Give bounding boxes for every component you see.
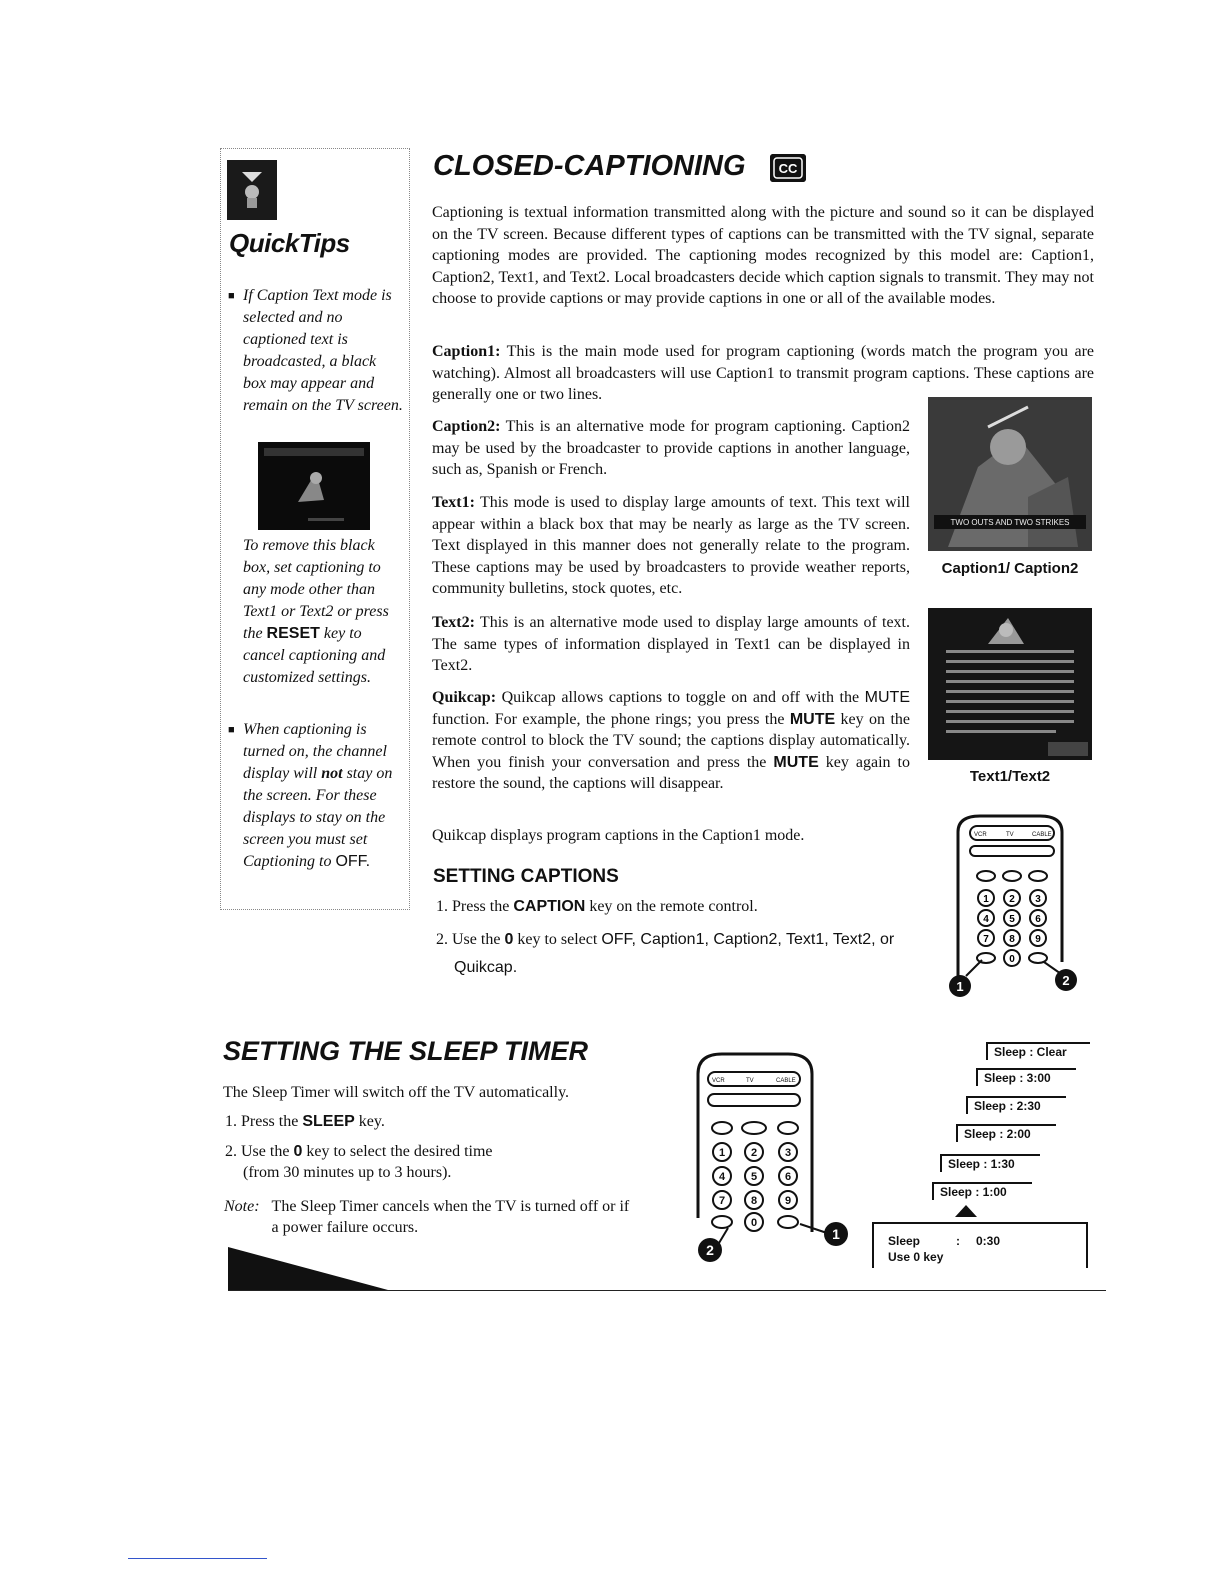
digit-7: 7 — [718, 1195, 726, 1207]
text1-label: Text1: — [432, 494, 475, 511]
note-text: The Sleep Timer cancels when the TV is turned off or if a power failure occurs. — [271, 1198, 630, 1236]
remove-text-a: To remove this black box, set captioning to any mode other than Text1 or Text2 or press the — [243, 537, 389, 642]
caption-options: OFF, Caption1, Caption2, Text1, Text2, or Quikcap. — [454, 931, 895, 976]
caption1-caption2-screenshot — [928, 397, 1092, 551]
callout-1: 1 — [832, 1226, 840, 1242]
cable-button-label: CABLE — [1032, 832, 1052, 838]
sleep-display-2-30: Sleep : 2:30 — [966, 1096, 1066, 1114]
vcr-button-label: VCR — [712, 1078, 725, 1084]
setting-captions-step-1 — [436, 896, 906, 917]
sleep-timer-step-1 — [225, 1111, 385, 1132]
tv-button-label: TV — [1006, 832, 1014, 838]
tip-2-text — [243, 719, 403, 873]
sleep-final-hint: Use 0 key — [888, 1250, 944, 1264]
digit-2: 2 — [750, 1147, 758, 1159]
callout-2: 2 — [706, 1242, 714, 1258]
off-label: OFF. — [335, 853, 371, 870]
tv-button-label: TV — [746, 1078, 754, 1084]
zero-key-label: 0 — [504, 931, 514, 948]
digit-3: 3 — [784, 1147, 792, 1159]
quikcap-mode-note: Quikcap displays program captions in the Caption1 mode. — [432, 827, 805, 844]
step-2-a: Use the — [452, 931, 505, 948]
digit-4: 4 — [983, 914, 989, 925]
reset-key-label: RESET — [266, 625, 320, 642]
digit-6: 6 — [784, 1171, 792, 1183]
note-label: Note: — [224, 1198, 260, 1215]
step-2-b: key to select — [513, 931, 602, 948]
text1-text2-screenshot — [928, 608, 1092, 760]
caption-overlay-text: TWO OUTS AND TWO STRIKES — [950, 518, 1070, 527]
callout-2: 2 — [1062, 973, 1070, 988]
caption1-text: This is the main mode used for program captioning (words match the program you are watching). Almost all broadcasters will use Caption1 to transmit program captions. These captions are generally one or two lines. — [432, 343, 1094, 403]
tip-2-b: stay on the screen. For these displays to stay on the screen you must set Captioning to — [243, 765, 393, 870]
digit-5: 5 — [750, 1171, 758, 1183]
digit-9: 9 — [784, 1195, 792, 1207]
sleep-display-final — [872, 1222, 1088, 1268]
sleep-final-value: 0:30 — [976, 1234, 1001, 1248]
digit-0: 0 — [750, 1217, 758, 1229]
cc-icon — [770, 154, 806, 182]
sleep-display-1-30: Sleep : 1:30 — [940, 1154, 1040, 1172]
step-number: 2. — [436, 931, 448, 948]
black-box-screenshot — [258, 442, 370, 530]
quikcap-d: key again to restore the sound, the captions will disappear. — [432, 753, 910, 792]
mute-label-1: MUTE — [864, 689, 910, 706]
digit-8: 8 — [1009, 934, 1015, 945]
page-wedge-decoration — [228, 1247, 388, 1291]
digit-3: 3 — [1035, 894, 1041, 905]
quicktips-icon — [227, 160, 277, 220]
quikcap-label: Quikcap: — [432, 689, 497, 706]
tip-1-text: If Caption Text mode is selected and no captioned text is broadcasted, a black box may appear and remain on the TV screen. — [243, 287, 403, 414]
sleep-display-clear: Sleep : Clear — [986, 1042, 1090, 1060]
quicktips-remove-text — [243, 535, 403, 689]
mute-label-2: MUTE — [789, 710, 836, 728]
sleep-key-label: SLEEP — [302, 1113, 355, 1130]
bullet-icon: ■ — [228, 290, 235, 302]
cc-badge-text: CC — [778, 161, 798, 176]
sleep-timer-intro: The Sleep Timer will switch off the TV automatically. — [223, 1084, 570, 1101]
caption-key-label: CAPTION — [513, 898, 586, 915]
sleep-timer-title: SETTING THE SLEEP TIMER — [223, 1036, 589, 1066]
setting-captions-step-2 — [436, 926, 924, 982]
step-number: 1. — [436, 898, 448, 915]
cc-intro-paragraph: Captioning is textual information transmitted along with the picture and sound so it can be displayed on the TV screen. Because different types of captions can be transmitted with the TV signal, separate captioning modes are provided. The captioning modes recognized by this model are: Caption1, Caption2, Text1, and Text2. Local broadcasters decide which caption signals to transmit. They may not choose to provide captions or may provide captions in one or all of the available modes. — [432, 204, 1094, 307]
sleep-timer-step-2 — [225, 1141, 645, 1183]
caption2-label: Caption2: — [432, 418, 501, 435]
callout-1: 1 — [956, 979, 964, 994]
scan-edge-line — [128, 1558, 267, 1559]
step-1-a: Press the — [452, 898, 514, 915]
quikcap-paragraph — [432, 687, 910, 795]
step-2-b: key to select the desired time — [302, 1143, 493, 1160]
digit-1: 1 — [718, 1147, 726, 1159]
digit-1: 1 — [983, 894, 989, 905]
text1-text2-label: Text1/Text2 — [969, 768, 1051, 785]
sleep-timer-note — [224, 1196, 644, 1238]
digit-0: 0 — [1009, 954, 1015, 965]
digit-7: 7 — [983, 934, 989, 945]
sleep-display-2-00: Sleep : 2:00 — [956, 1124, 1056, 1142]
digit-8: 8 — [750, 1195, 758, 1207]
vcr-button-label: VCR — [974, 832, 987, 838]
remote-control-sleep — [692, 1048, 852, 1270]
cable-button-label: CABLE — [776, 1078, 796, 1084]
text1-paragraph — [432, 492, 910, 600]
up-arrow-icon — [955, 1204, 977, 1216]
digit-9: 9 — [1035, 934, 1041, 945]
closed-captioning-title: CLOSED-CAPTIONING — [433, 150, 746, 182]
step-1-b: key on the remote control. — [585, 898, 758, 915]
mute-label-3: MUTE — [773, 753, 819, 771]
digit-5: 5 — [1009, 914, 1015, 925]
step-2-a: Use the — [241, 1143, 294, 1160]
quikcap-b: function. For example, the phone rings; you press the — [432, 710, 790, 728]
step-1-a: Press the — [241, 1113, 303, 1130]
setting-captions-title: SETTING CAPTIONS — [433, 866, 619, 887]
digit-6: 6 — [1035, 914, 1041, 925]
step-2-c: (from 30 minutes up to 3 hours). — [243, 1164, 452, 1181]
sleep-display-1-00: Sleep : 1:00 — [932, 1182, 1032, 1200]
sleep-final-label: Sleep — [888, 1234, 921, 1248]
tip-2-a: When captioning is turned on, the channel display will — [243, 721, 387, 782]
caption1-label: Caption1: — [432, 343, 501, 360]
zero-key-label: 0 — [293, 1143, 303, 1160]
sleep-final-separator: : — [956, 1234, 960, 1248]
caption1-caption2-label: Caption1/ Caption2 — [941, 560, 1079, 577]
step-number: 1. — [225, 1113, 237, 1130]
caption2-paragraph — [432, 416, 910, 481]
caption1-paragraph — [432, 341, 1094, 406]
step-number: 2. — [225, 1143, 237, 1160]
text2-paragraph — [432, 612, 910, 677]
bullet-icon: ■ — [228, 724, 235, 736]
step-1-b: key. — [354, 1113, 385, 1130]
tip-2-not: not — [321, 765, 343, 782]
text2-label: Text2: — [432, 614, 475, 631]
caption2-text: This is an alternative mode for program captioning. Caption2 may be used by the broadcaster to provide captions in another language, such as, Spanish or French. — [432, 418, 910, 478]
digit-4: 4 — [718, 1171, 726, 1183]
digit-2: 2 — [1009, 894, 1015, 905]
remote-control-captions — [940, 812, 1080, 1002]
remove-text-b: key to cancel captioning and customized settings. — [243, 625, 386, 686]
quikcap-c: key on the remote control to block the TV sound; the captions display automatically. When you finish your conversation and press the — [432, 710, 910, 771]
text1-text: This mode is used to display large amounts of text. This text will appear within a black box that may be nearly as large as the TV screen. Text displayed in this manner does not generally relate to the program. These captions may be used by broadcasters to provide weather reports, community bulletins, stock quotes, etc. — [432, 494, 910, 597]
text2-text: This is an alternative mode used to display large amounts of text. The same types of information displayed in Text1 can be displayed in Text2. — [432, 614, 910, 674]
sleep-display-3-00: Sleep : 3:00 — [976, 1068, 1076, 1086]
quikcap-a: Quikcap allows captions to toggle on and off with the — [496, 689, 865, 706]
bottom-rule — [228, 1290, 1106, 1291]
quicktips-title: QuickTips — [229, 228, 350, 258]
